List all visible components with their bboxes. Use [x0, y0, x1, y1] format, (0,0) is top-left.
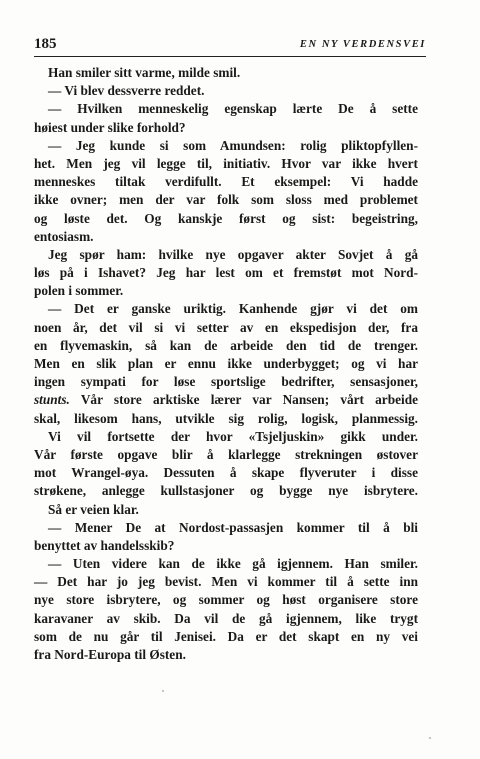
text-line: — Det er ganske uriktig. Kanhende gjør vi det om — [48, 301, 418, 317]
text-line: — Hvilken menneskelig egenskap lærte De å sette — [48, 101, 418, 117]
text-line: het. Men jeg vil legge til, initiativ. Hvor var ikke hvert — [34, 155, 418, 171]
text-line: skal, likesom hans, utvikle sig rolig, logisk, planmessig. — [34, 410, 418, 426]
text-line: — Vi blev dessverre reddet. — [48, 83, 205, 99]
text-line: noen år, det vil si vi setter av en ekspedisjon der, fra — [34, 319, 418, 335]
text-line: Han smiler sitt varme, milde smil. — [48, 65, 241, 80]
text-line: Så er veien klar. — [48, 501, 139, 517]
text-line: — Mener De at Nordost-passasjen kommer til å bli — [48, 519, 418, 535]
text-line: ikke ovner; men der var folk som sloss med problemet — [34, 192, 418, 208]
print-speck — [162, 690, 164, 692]
text-line: — Det har jo jeg bevist. Men vi kommer til å sette inn — [34, 574, 418, 590]
text-line: entosiasm. — [34, 228, 94, 244]
text-line: Vår første opgave blir å klarlegge strekningen østover — [34, 446, 418, 462]
text-line: benyttet av handelsskib? — [34, 537, 175, 553]
text-line: — Uten videre kan de ikke gå igjennem. Han smiler. — [48, 556, 418, 572]
text-line: en flyvemaskin, så kan de arbeide den tid de trenger. — [34, 337, 418, 353]
text-line: menneskes tiltak verdifullt. Et eksempel: Vi hadde — [34, 174, 418, 190]
text-line: som de nu går til Jenisei. Da er det skapt en ny vei — [34, 628, 418, 644]
text-line: høiest under slike forhold? — [34, 119, 186, 135]
page-header — [34, 36, 426, 57]
body-text — [34, 64, 418, 664]
text-line: mot Wrangel-øya. Dessuten å skape flyveruter i disse — [34, 465, 418, 481]
text-line: Men en slik plan er ennu ikke underbygget; og vi har — [34, 356, 418, 371]
running-title: EN NY VERDENSVEI — [299, 39, 426, 50]
page-number: 185 — [34, 36, 57, 52]
text-line: stunts. Vår store arktiske lærer var Nansen; vårt arbeide — [34, 392, 418, 408]
print-speck — [429, 737, 431, 739]
text-line: fra Nord-Europa til Østen. — [34, 647, 186, 662]
text-line: polen i sommer. — [34, 283, 124, 299]
text-line: — Jeg kunde si som Amundsen: rolig pliktopfyllen- — [48, 137, 418, 153]
text-line: og løste det. Og kanskje først og sist: begeistring, — [34, 210, 418, 226]
italic-word: stunts. — [34, 392, 70, 408]
text-line: nye store isbrytere, og sommer og høst organisere store — [34, 592, 418, 608]
text-line: ingen sympati for løse sportslige bedrifter, sensasjoner, — [34, 374, 418, 390]
text-line: strøkene, anlegge kullstasjoner og bygge nye isbrytere. — [34, 483, 418, 499]
text-line: karavaner av skib. Da vil de gå igjennem, like trygt — [34, 610, 418, 626]
text-line: løs på i Ishavet? Jeg har lest om et fremstøt mot Nord- — [34, 265, 418, 281]
text-line: Vi vil fortsette der hvor «Tsjeljuskin» gikk under. — [48, 428, 418, 444]
text-line: Jeg spør ham: hvilke nye opgaver akter Sovjet å gå — [48, 246, 418, 262]
